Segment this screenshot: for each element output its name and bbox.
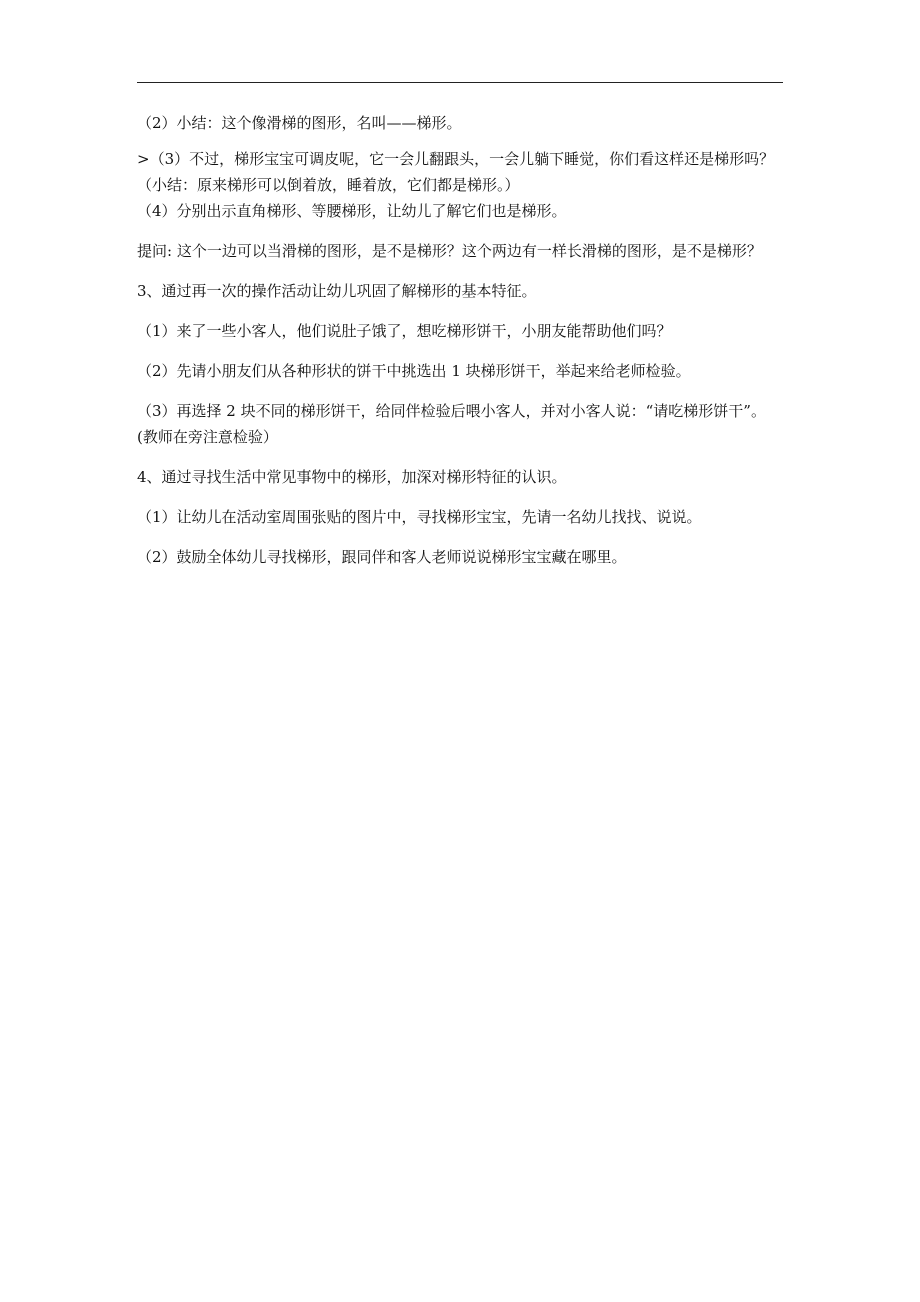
paragraph-step-3: >（3）不过，梯形宝宝可调皮呢，它一会儿翻跟头，一会儿躺下睡觉，你们看这样还是梯形吗？（小结：原来梯形可以倒着放，睡着放，它们都是梯形。）	[137, 150, 775, 194]
header-rule	[137, 82, 783, 83]
paragraph-section3-item-1: （1）来了一些小客人，他们说肚子饿了，想吃梯形饼干，小朋友能帮助他们吗？	[137, 322, 672, 340]
paragraph-section4-item-2: （2）鼓励全体幼儿寻找梯形，跟同伴和客人老师说说梯形宝宝藏在哪里。	[137, 548, 627, 566]
section-heading-3: 3、通过再一次的操作活动让幼儿巩固了解梯形的基本特征。	[137, 282, 537, 300]
section-heading-4: 4、通过寻找生活中常见事物中的梯形，加深对梯形特征的认识。	[137, 468, 567, 486]
paragraph-question: 提问: 这个一边可以当滑梯的图形，是不是梯形？这个两边有一样长滑梯的图形，是不是梯形？	[137, 242, 762, 260]
paragraph-summary-2: （2）小结：这个像滑梯的图形，名叫——梯形。	[137, 114, 462, 132]
paragraph-section3-item-3: （3）再选择 2 块不同的梯形饼干，给同伴检验后喂小客人，并对小客人说：“请吃梯形饼干”。(教师在旁注意检验）	[137, 402, 766, 446]
paragraph-step-4: （4）分别出示直角梯形、等腰梯形，让幼儿了解它们也是梯形。	[137, 202, 567, 220]
paragraph-section4-item-1: （1）让幼儿在活动室周围张贴的图片中，寻找梯形宝宝，先请一名幼儿找找、说说。	[137, 508, 702, 526]
paragraph-section3-item-2: （2）先请小朋友们从各种形状的饼干中挑选出 1 块梯形饼干，举起来给老师检验。	[137, 362, 691, 380]
document-body	[137, 110, 783, 570]
